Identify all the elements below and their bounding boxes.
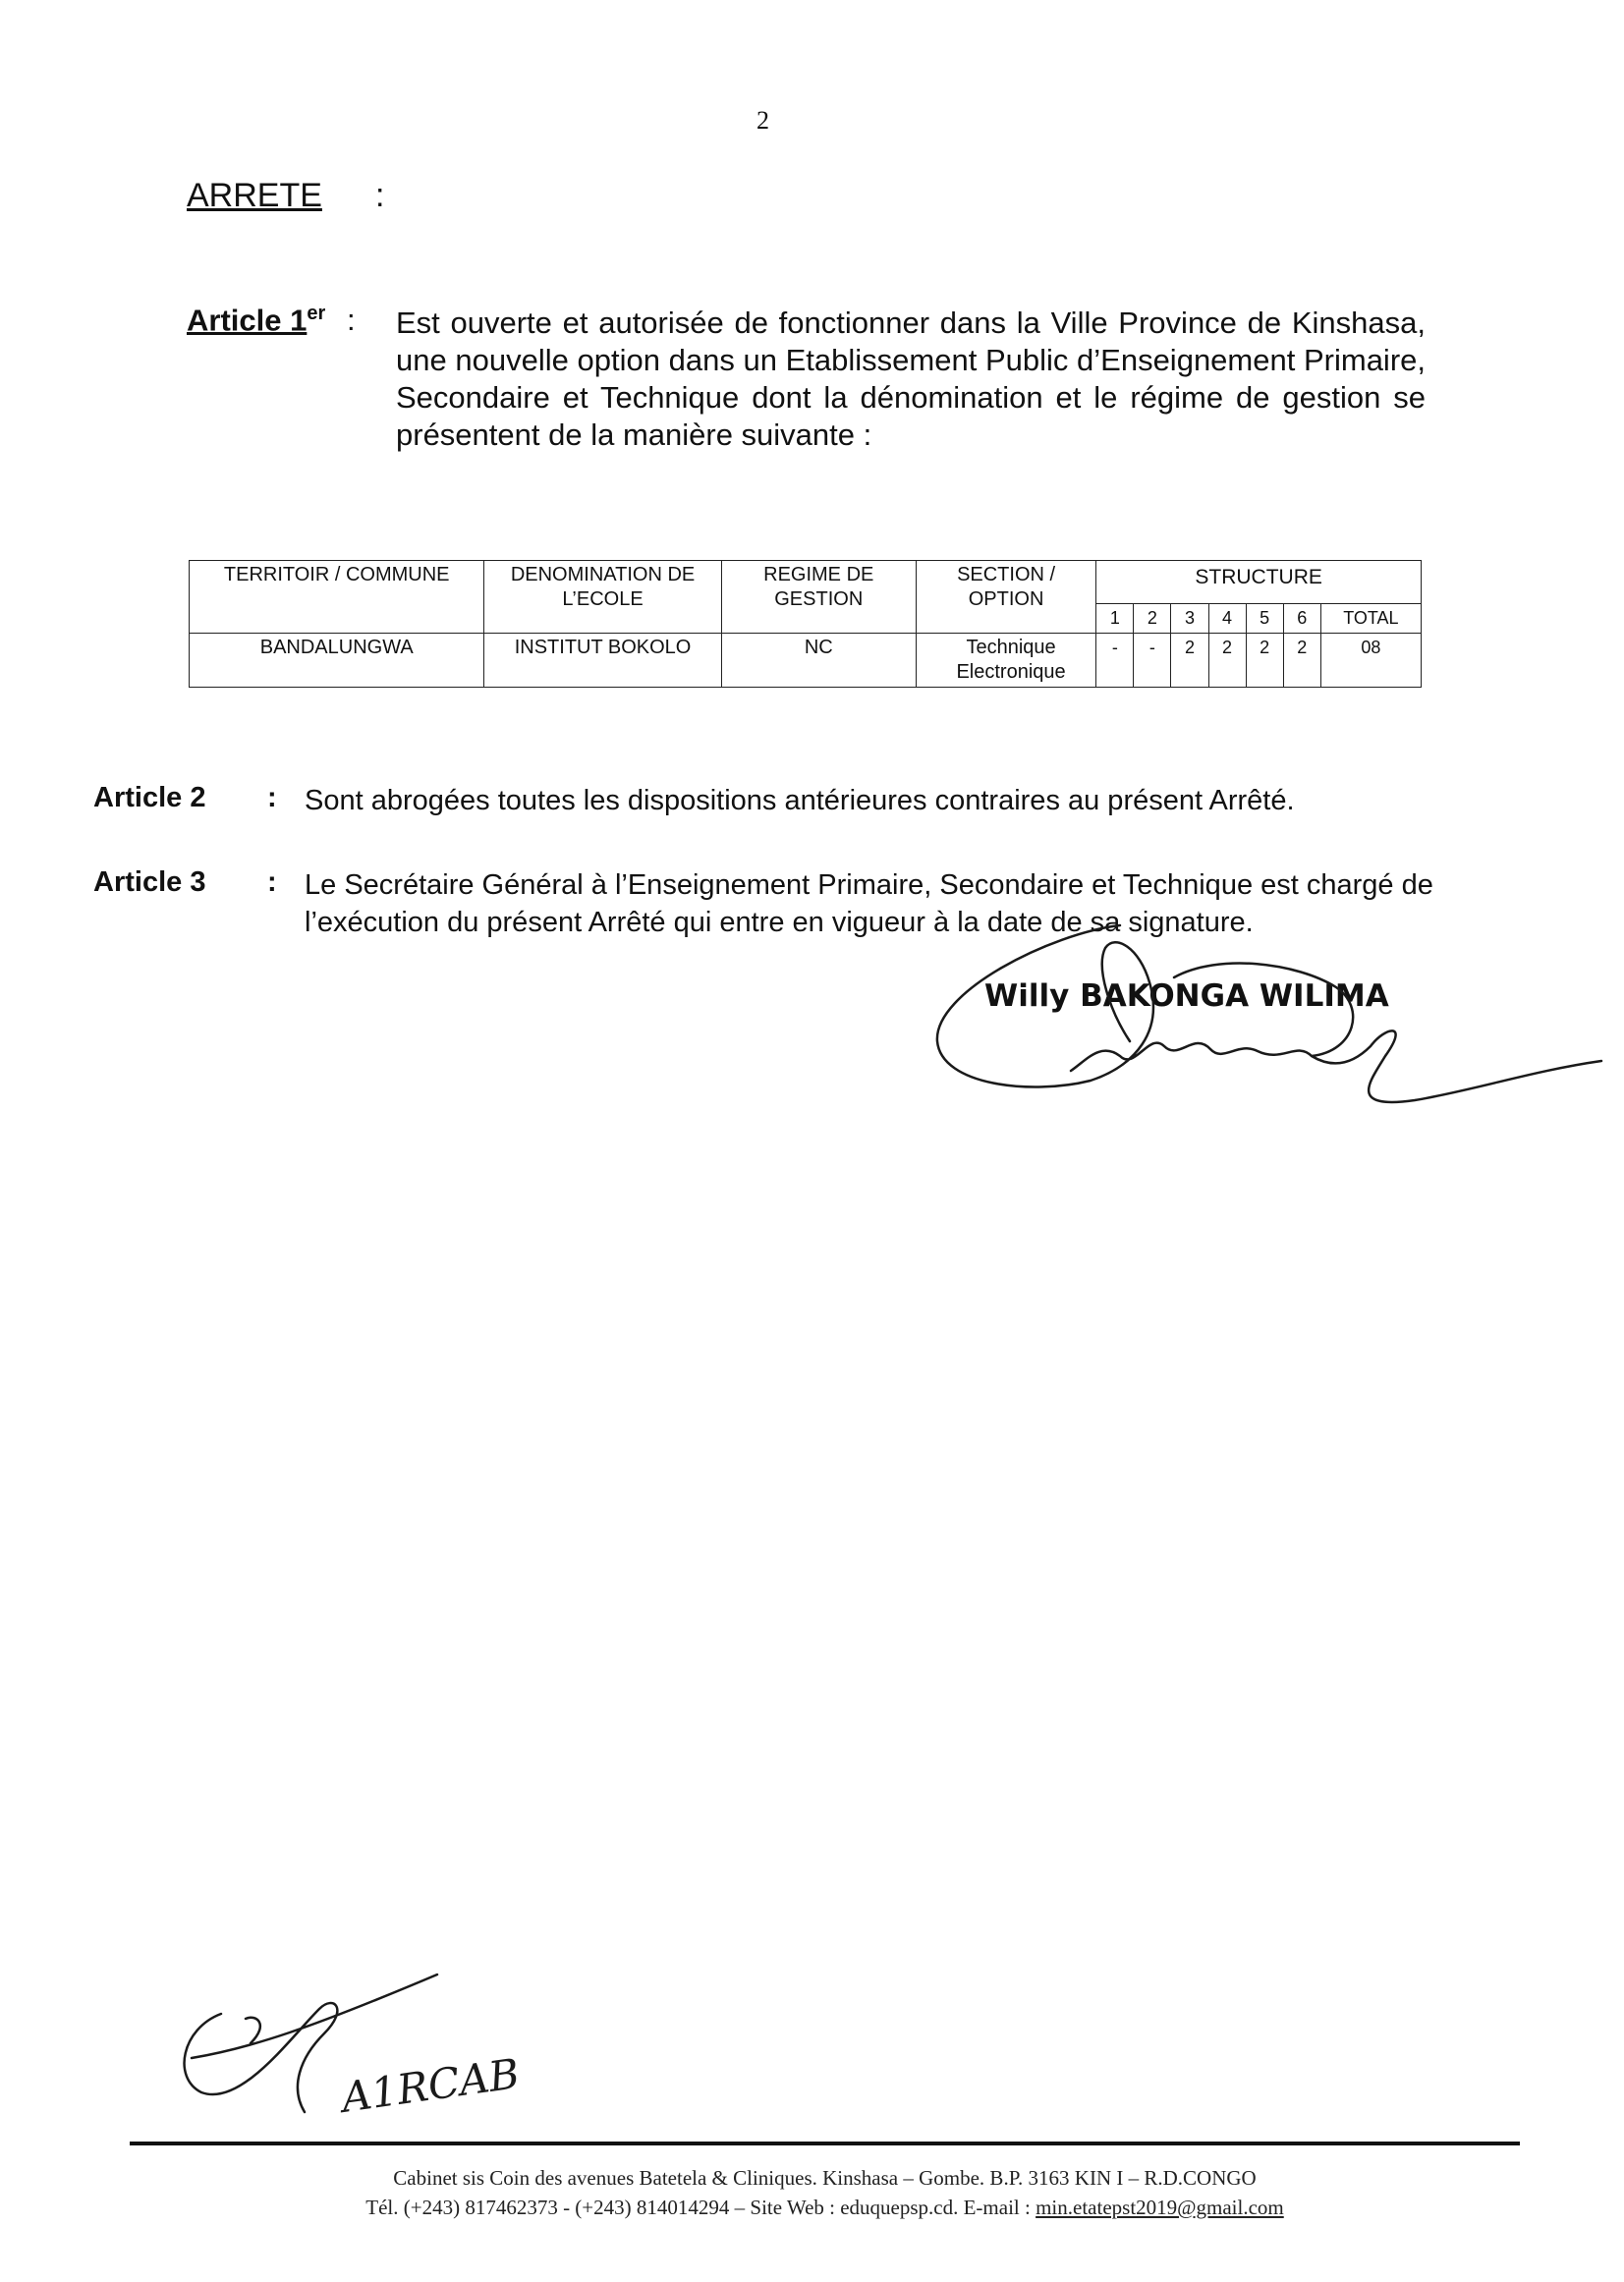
signatory-name: Willy BAKONGA WILIMA: [984, 978, 1389, 1014]
header-territoire: TERRITOIR / COMMUNE: [190, 561, 484, 634]
footer-email[interactable]: min.etatepst2019@gmail.com: [1036, 2196, 1284, 2219]
cell-total: 08: [1320, 634, 1421, 688]
article-3-label: Article 3: [93, 866, 206, 898]
header-total: TOTAL: [1320, 604, 1421, 634]
article-1-colon: :: [347, 303, 356, 337]
cell-level-1: -: [1096, 634, 1134, 688]
header-level-4: 4: [1208, 604, 1246, 634]
footer-divider: [130, 2142, 1520, 2145]
school-structure-table: [189, 560, 1422, 688]
header-section: SECTION / OPTION: [916, 561, 1095, 634]
cell-level-4: 2: [1208, 634, 1246, 688]
minister-signature: [924, 914, 1611, 1125]
cell-level-6: 2: [1283, 634, 1320, 688]
initials-text: A1RCAB: [338, 2049, 523, 2122]
cell-territoire: BANDALUNGWA: [190, 634, 484, 688]
cell-denomination: INSTITUT BOKOLO: [484, 634, 721, 688]
header-level-1: 1: [1096, 604, 1134, 634]
article-2-label: Article 2: [93, 782, 206, 813]
page-number: 2: [756, 106, 769, 135]
header-level-2: 2: [1134, 604, 1171, 634]
arrete-heading: ARRETE: [187, 177, 322, 214]
article-3-text: Le Secrétaire Général à l’Enseignement Primaire, Secondaire et Technique est chargé de l’exécution du présent Arrêté qui entre en vigueur à la date de sa signature.: [305, 869, 1433, 938]
header-level-3: 3: [1171, 604, 1208, 634]
header-level-5: 5: [1246, 604, 1283, 634]
cell-level-2: -: [1134, 634, 1171, 688]
article-1-text: Est ouverte et autorisée de fonctionner dans la Ville Province de Kinshasa, une nouvelle option dans un Etablissement Public d’Enseignement Primaire, Secondaire et Technique dont la dénomination et le régime de gestion se présentent de la manière suivante :: [396, 306, 1426, 452]
footer-address: Cabinet sis Coin des avenues Batetela & Cliniques. Kinshasa – Gombe. B.P. 3163 KIN I – R.D.CONGO: [393, 2166, 1257, 2190]
header-denomination: DENOMINATION DE L’ECOLE: [484, 561, 721, 634]
header-structure: STRUCTURE: [1096, 561, 1422, 604]
arrete-colon: :: [375, 177, 385, 214]
footer-phone-web: Tél. (+243) 817462373 - (+243) 814014294 – Site Web : eduquepsp.cd. E-mail :: [365, 2196, 1031, 2219]
cell-level-5: 2: [1246, 634, 1283, 688]
footer-contact: [130, 2196, 1520, 2220]
header-level-6: 6: [1283, 604, 1320, 634]
cell-section: Technique Electronique: [916, 634, 1095, 688]
article-3-colon: :: [267, 866, 277, 898]
initials-signature: [162, 1970, 535, 2127]
cell-level-3: 2: [1171, 634, 1208, 688]
article-1-label-sup: er: [307, 303, 326, 324]
table-row: [190, 634, 1422, 688]
article-2-text: Sont abrogées toutes les dispositions antérieures contraires au présent Arrêté.: [305, 785, 1295, 816]
table-header-row: [190, 561, 1422, 604]
article-2-colon: :: [267, 782, 277, 813]
cell-regime: NC: [721, 634, 916, 688]
article-1-label: [187, 303, 325, 338]
header-regime: REGIME DE GESTION: [721, 561, 916, 634]
article-1-label-text: Article 1: [187, 303, 308, 338]
